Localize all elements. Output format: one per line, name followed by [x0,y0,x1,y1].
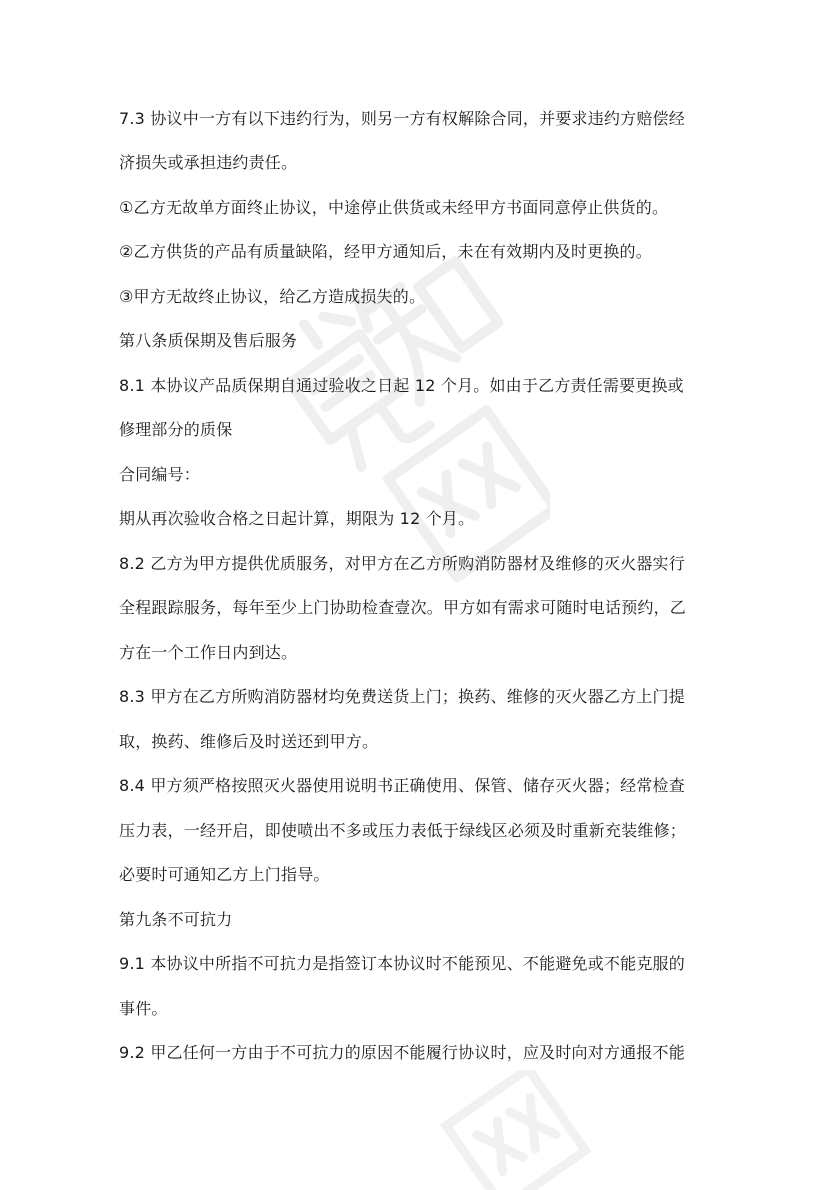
section-heading: 第八条质保期及售后服务 [119,331,298,350]
paragraph-line: 必要时可通知乙方上门指导。 [119,865,330,884]
paragraph-line: ①乙方无故单方面终止协议，中途停止供货或未经甲方书面同意停止供货的。 [119,198,669,217]
paragraph-line: 7.3 协议中一方有以下违约行为，则另一方有权解除合同，并要求违约方赔偿经 [119,109,685,128]
paragraph-line: 8.1 本协议产品质保期自通过验收之日起 12 个月。如由于乙方责任需要更换或 [119,376,684,395]
section-heading: 第九条不可抗力 [119,910,233,929]
paragraph-line: ③甲方无故终止协议，给乙方造成损失的。 [119,287,426,306]
paragraph-line: 8.4 甲方须严格按照灭火器使用说明书正确使用、保管、储存灭火器；经常检查 [119,776,685,795]
paragraph-line: 方在一个工作日内到达。 [119,643,298,662]
paragraph-line: 全程跟踪服务，每年至少上门协助检查壹次。甲方如有需求可随时电话预约，乙 [119,598,687,617]
paragraph-line: 事件。 [119,999,168,1018]
paragraph-line: 9.1 本协议中所指不可抗力是指签订本协议时不能预见、不能避免或不能克服的 [119,954,685,973]
paragraph-line: 8.2 乙方为甲方提供优质服务，对甲方在乙方所购消防器材及维修的灭火器实行 [119,554,685,573]
contract-number-label: 合同编号： [119,465,201,484]
watermark-logo-bottom [420,1070,600,1190]
paragraph-line: 济损失或承担违约责任。 [119,153,298,172]
paragraph-line: 压力表，一经开启，即使喷出不多或压力表低于绿线区必须及时重新充装维修； [119,821,687,840]
paragraph-line: 修理部分的质保 [119,420,233,439]
paragraph-line: 9.2 甲乙任何一方由于不可抗力的原因不能履行协议时，应及时向对方通报不能 [119,1043,685,1062]
paragraph-line: 取，换药、维修后及时送还到甲方。 [119,732,379,751]
paragraph-line: ②乙方供货的产品有质量缺陷，经甲方通知后，未在有效期内及时更换的。 [119,242,652,261]
paragraph-line: 期从再次验收合格之日起计算，期限为 12 个月。 [119,509,475,528]
paragraph-line: 8.3 甲方在乙方所购消防器材均免费送货上门；换药、维修的灭火器乙方上门提 [119,687,685,706]
